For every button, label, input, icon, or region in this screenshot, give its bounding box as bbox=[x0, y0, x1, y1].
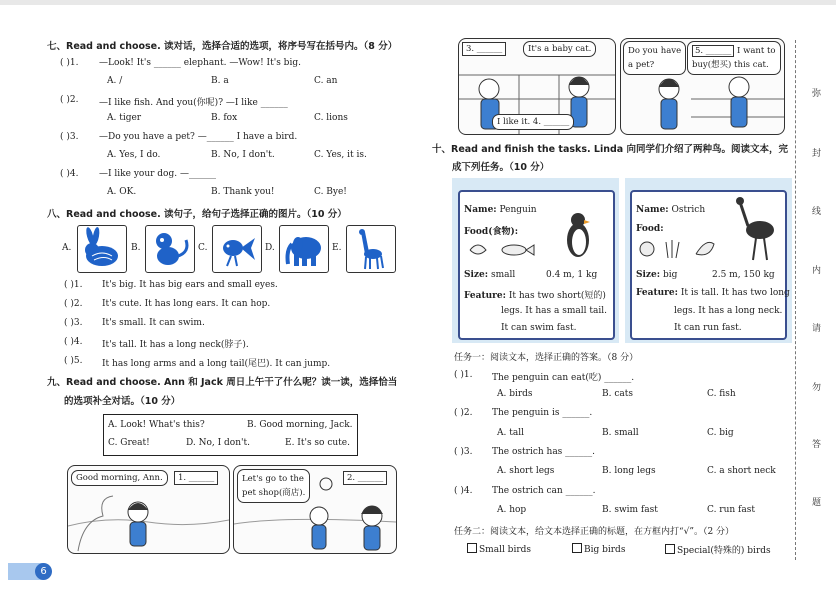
s7-q3-text: —Do you have a pet? —______ I have a bird. bbox=[99, 132, 298, 142]
ostrich-feature-2: legs. It has a long neck. bbox=[674, 306, 783, 316]
comic4-bubble-b-line1: I want to bbox=[737, 46, 776, 56]
comic4-blank: 5. ______ bbox=[692, 45, 734, 57]
comic4-bubble-b bbox=[687, 41, 781, 75]
margin-char-4: 内 bbox=[812, 266, 822, 276]
s7-q4-opt-b: B. Thank you! bbox=[211, 187, 275, 197]
task2-option-small[interactable] bbox=[467, 543, 531, 555]
task2-option-small-label: Small birds bbox=[479, 545, 532, 555]
task2-option-big-label: Big birds bbox=[584, 545, 626, 555]
ostrich-feature-label: Feature: bbox=[636, 288, 678, 298]
monkey-picture bbox=[145, 225, 195, 273]
t1-q1-opt-b: B. cats bbox=[602, 389, 633, 399]
penguin-feature-2: legs. It has a small tail. bbox=[501, 306, 607, 316]
penguin-feature-label: Feature: bbox=[464, 291, 506, 301]
pic-label-b: B. bbox=[131, 243, 141, 253]
s8-q1-text: It's big. It has big ears and small eyes. bbox=[102, 280, 278, 290]
t1-q1-text: The penguin can eat(吃) ______. bbox=[492, 373, 635, 383]
s7-q2-opt-c: C. lions bbox=[314, 113, 348, 123]
penguin-measure: 0.4 m, 1 kg bbox=[546, 270, 598, 280]
s7-q3-opt-c: C. Yes, it is. bbox=[314, 150, 367, 160]
margin-char-8: 题 bbox=[812, 498, 822, 508]
comic3-blank2: 4. ______ bbox=[532, 117, 570, 127]
margin-char-1: 弥 bbox=[812, 89, 822, 99]
s7-q4-text: —I like your dog. —______ bbox=[99, 169, 216, 179]
s8-q1-num: ( )1. bbox=[64, 280, 83, 290]
t1-q3-opt-b: B. long legs bbox=[602, 466, 656, 476]
penguin-icon bbox=[562, 210, 594, 260]
comic4-bubble-a bbox=[623, 41, 686, 75]
section10-title-1: 十、Read and finish the tasks. Linda 向同学们介绍了两种鸟。阅读文本，完 bbox=[432, 144, 788, 155]
s7-q3-opt-a: A. Yes, I do. bbox=[107, 150, 161, 160]
penguin-name: Penguin bbox=[499, 205, 537, 215]
s7-q4-opt-c: C. Bye! bbox=[314, 187, 347, 197]
options-box bbox=[103, 414, 358, 456]
t1-q4-text: The ostrich can ______. bbox=[492, 486, 596, 496]
ostrich-name: Ostrich bbox=[671, 205, 706, 215]
comic-panel-2 bbox=[233, 465, 397, 554]
comic4-bubble-a-line2: a pet? bbox=[628, 60, 655, 70]
s7-q2-opt-a: A. tiger bbox=[107, 113, 142, 123]
ostrich-food-label: Food: bbox=[636, 224, 664, 234]
s7-q1-num: ( )1. bbox=[60, 58, 79, 68]
s7-q1-text: —Look! It's ______ elephant. —Wow! It's big. bbox=[99, 58, 301, 68]
elephant-picture bbox=[279, 225, 329, 273]
pic-label-e: E. bbox=[332, 243, 342, 253]
s7-q2-opt-b: B. fox bbox=[211, 113, 238, 123]
section7-title: 七、Read and choose. 读对话，选择合适的选项，将序号写在括号内。（8 分） bbox=[47, 41, 398, 52]
section9-title-2: 的选项补全对话。（10 分） bbox=[64, 396, 181, 407]
checkbox[interactable] bbox=[467, 543, 477, 553]
s8-q2-num: ( )2. bbox=[64, 299, 83, 309]
ostrich-feature-1: It is tall. It has two long bbox=[680, 288, 790, 298]
page-number: 6 bbox=[35, 563, 52, 580]
ostrich-card bbox=[630, 190, 790, 340]
section10-title-2: 成下列任务。（10 分） bbox=[452, 162, 550, 173]
t1-q4-num: ( )4. bbox=[454, 486, 473, 496]
task2-option-special-label: Special(特殊的) birds bbox=[677, 546, 771, 556]
section9-title-1: 九、Read and choose. Ann 和 Jack 周日上午干了什么呢？读一读，选择恰当 bbox=[47, 377, 398, 388]
comic3-blank: 3. ______ bbox=[462, 42, 506, 56]
section8-title: 八、Read and choose. 读句子，给句子选择正确的图片。（10 分） bbox=[47, 209, 347, 220]
ostrich-feature-3: It can run fast. bbox=[674, 323, 742, 333]
comic4-bubble-a-line1: Do you have bbox=[628, 46, 682, 56]
pic-label-a: A. bbox=[62, 243, 72, 253]
penguin-food-icons bbox=[468, 238, 538, 260]
s7-q3-opt-b: B. No, I don't. bbox=[211, 150, 275, 160]
s9-opt-b: B. Good morning, Jack. bbox=[247, 420, 353, 430]
checkbox[interactable] bbox=[572, 543, 582, 553]
t1-q4-opt-a: A. hop bbox=[497, 505, 527, 515]
margin-char-3: 线 bbox=[812, 207, 822, 217]
s8-q4-text: It's tall. It has a long neck(脖子). bbox=[102, 340, 249, 350]
s9-opt-a: A. Look! What's this? bbox=[108, 420, 205, 430]
rabbit-picture bbox=[77, 225, 127, 273]
s8-q3-text: It's small. It can swim. bbox=[102, 318, 205, 328]
s7-q1-opt-a: A. / bbox=[107, 76, 123, 86]
comic3-bubble-b bbox=[492, 114, 574, 130]
checkbox[interactable] bbox=[665, 544, 675, 554]
t1-q2-num: ( )2. bbox=[454, 408, 473, 418]
task2-option-big[interactable] bbox=[572, 543, 625, 555]
task2-option-special[interactable] bbox=[665, 543, 771, 556]
s7-q1-opt-b: B. a bbox=[211, 76, 229, 86]
s7-q3-num: ( )3. bbox=[60, 132, 79, 142]
penguin-name-label: Name: bbox=[464, 205, 497, 215]
penguin-size-label: Size: bbox=[464, 270, 489, 280]
t1-q4-opt-b: B. swim fast bbox=[602, 505, 658, 515]
s7-q1-opt-c: C. an bbox=[314, 76, 338, 86]
comic1-bubble-a: Good morning, Ann. bbox=[71, 470, 168, 486]
s9-opt-e: E. It's so cute. bbox=[285, 438, 350, 448]
penguin-food-label: Food(食物): bbox=[464, 227, 519, 237]
margin-char-7: 答 bbox=[812, 440, 822, 450]
comic-panel-4 bbox=[620, 38, 785, 135]
s8-q5-text: It has long arms and a long tail(尾巴). It can jump. bbox=[102, 359, 331, 369]
t1-q1-opt-a: A. birds bbox=[497, 389, 533, 399]
task1-title: 任务一：阅读文本，选择正确的答案。（8 分） bbox=[454, 353, 639, 363]
comic2-bubble-line2: pet shop(商店). bbox=[242, 488, 306, 498]
comic3-bubble-b-text: I like it. bbox=[497, 117, 531, 127]
t1-q1-num: ( )1. bbox=[454, 370, 473, 380]
penguin-feature-1: It has two short(短的) bbox=[508, 291, 606, 301]
ostrich-food-icons bbox=[638, 236, 718, 260]
s8-q4-num: ( )4. bbox=[64, 337, 83, 347]
ostrich-name-label: Name: bbox=[636, 205, 669, 215]
comic-panel-1 bbox=[67, 465, 230, 554]
comic-panel-3 bbox=[458, 38, 616, 135]
s7-q2-num: ( )2. bbox=[60, 95, 79, 105]
t1-q2-opt-c: C. big bbox=[707, 428, 734, 438]
t1-q2-opt-a: A. tall bbox=[497, 428, 524, 438]
s8-q2-text: It's cute. It has long ears. It can hop. bbox=[102, 299, 271, 309]
penguin-card bbox=[458, 190, 615, 340]
t1-q3-opt-c: C. a short neck bbox=[707, 466, 776, 476]
t1-q4-opt-c: C. run fast bbox=[707, 505, 755, 515]
seal-line bbox=[795, 40, 796, 560]
comic2-bubble bbox=[237, 469, 310, 503]
comic1-blank: 1. ______ bbox=[174, 471, 218, 485]
ostrich-size: big bbox=[662, 270, 678, 280]
pic-label-d: D. bbox=[265, 243, 275, 253]
t1-q3-num: ( )3. bbox=[454, 447, 473, 457]
comic2-blank: 2. ______ bbox=[343, 471, 387, 485]
s7-q2-text: —I like fish. And you(你呢)? —I like ______ bbox=[99, 98, 288, 108]
t1-q2-text: The penguin is ______. bbox=[492, 408, 593, 418]
comic3-bubble-a: It's a baby cat. bbox=[523, 41, 596, 57]
ostrich-size-label: Size: bbox=[636, 270, 661, 280]
comic2-bubble-line1: Let's go to the bbox=[242, 474, 304, 484]
s9-opt-c: C. Great! bbox=[108, 438, 150, 448]
ostrich-measure: 2.5 m, 150 kg bbox=[712, 270, 775, 280]
comic4-bubble-b-line2: buy(想买) this cat. bbox=[692, 60, 769, 70]
s8-q3-num: ( )3. bbox=[64, 318, 83, 328]
giraffe-picture bbox=[346, 225, 396, 273]
t1-q3-opt-a: A. short legs bbox=[497, 466, 555, 476]
margin-char-2: 封 bbox=[812, 149, 822, 159]
margin-char-6: 勿 bbox=[812, 383, 822, 393]
top-strip bbox=[0, 0, 836, 5]
margin-char-5: 请 bbox=[812, 324, 822, 334]
t1-q3-text: The ostrich has ______. bbox=[492, 447, 596, 457]
ostrich-icon bbox=[730, 196, 780, 262]
t1-q1-opt-c: C. fish bbox=[707, 389, 736, 399]
t1-q2-opt-b: B. small bbox=[602, 428, 639, 438]
penguin-feature-3: It can swim fast. bbox=[501, 323, 577, 333]
s7-q4-opt-a: A. OK. bbox=[107, 187, 137, 197]
goldfish-picture bbox=[212, 225, 262, 273]
penguin-size: small bbox=[490, 270, 516, 280]
pic-label-c: C. bbox=[198, 243, 208, 253]
s9-opt-d: D. No, I don't. bbox=[186, 438, 250, 448]
s7-q4-num: ( )4. bbox=[60, 169, 79, 179]
s8-q5-num: ( )5. bbox=[64, 356, 83, 366]
task2-title: 任务二：阅读文本，给文本选择正确的标题，在方框内打“√”。（2 分） bbox=[454, 527, 735, 537]
